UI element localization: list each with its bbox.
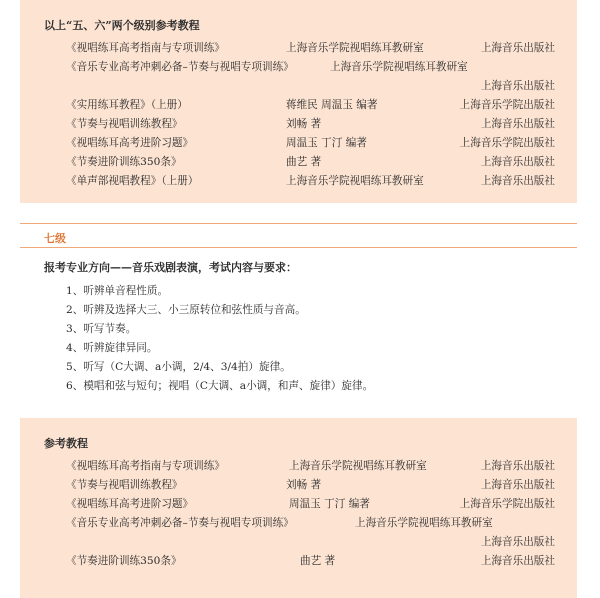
book-title: 《节奏与视唱训练教程》 [66,479,183,491]
book-row [0,40,600,57]
book-title: 《视唱练耳高考进阶习题》 [66,498,194,510]
book-row [0,477,600,494]
requirement-item: 3、听写节奏。 [66,323,137,335]
book-publisher: 上海音乐出版社 [480,555,555,567]
book-row [0,97,600,114]
requirement-item: 2、听辨及选择大三、小三原转位和弦性质与音高。 [66,304,306,316]
book-title: 《视唱练耳高考指南与专项训练》 [66,460,225,472]
book-row-continued [0,534,600,551]
book-title: 《视唱练耳高考进阶习题》 [66,137,194,149]
book-author: 上海音乐学院视唱练耳教研室 [330,61,468,73]
book-author: 周温玉 丁汀 编著 [286,137,367,149]
book-row [0,515,600,532]
book-author: 上海音乐学院视唱练耳教研室 [286,42,424,54]
book-row [0,458,600,475]
divider-top [20,223,577,224]
requirement-item: 6、模唱和弦与短句；视唱（C大调、a小调，和声、旋律）旋律。 [66,380,374,392]
requirement-item: 5、听写（C大调、a小调，2/4、3/4拍）旋律。 [66,361,291,373]
book-row [0,173,600,190]
book-title: 《节奏进阶训练350条》 [66,156,182,168]
book-publisher: 上海音乐出版社 [480,80,555,92]
book-row [0,116,600,133]
level-label: 七级 [44,232,66,245]
book-title: 《实用练耳教程》（上册） [66,99,188,111]
book-author: 曲艺 著 [286,156,322,168]
book-publisher: 上海音乐学院出版社 [459,498,555,510]
book-author: 刘畅 著 [286,479,322,491]
book-title: 《节奏与视唱训练教程》 [66,118,183,130]
book-row [0,496,600,513]
book-row-continued [0,78,600,95]
section-heading-bottom: 参考教程 [44,437,88,450]
book-author: 刘畅 著 [286,118,322,130]
section-heading-top: 以上“五、六”两个级别参考教程 [44,19,200,32]
book-author: 曲艺 著 [300,555,336,567]
book-title: 《音乐专业高考冲刺必备–节奏与视唱专项训练》 [66,61,294,73]
book-publisher: 上海音乐出版社 [480,460,555,472]
book-row [0,553,600,570]
book-title: 《音乐专业高考冲刺必备–节奏与视唱专项训练》 [66,517,294,529]
book-publisher: 上海音乐出版社 [480,479,555,491]
book-publisher: 上海音乐出版社 [480,42,555,54]
book-author: 周温玉 丁汀 编著 [289,498,370,510]
book-publisher: 上海音乐出版社 [480,118,555,130]
book-title: 《单声部视唱教程》（上册） [66,175,199,187]
book-author: 蒋维民 周温玉 编著 [286,99,378,111]
book-publisher: 上海音乐出版社 [480,156,555,168]
book-title: 《节奏进阶训练350条》 [66,555,182,567]
requirement-item: 4、听辨旋律异同。 [66,342,158,354]
book-author: 上海音乐学院视唱练耳教研室 [289,460,427,472]
book-publisher: 上海音乐出版社 [480,175,555,187]
book-author: 上海音乐学院视唱练耳教研室 [286,175,424,187]
book-publisher: 上海音乐出版社 [480,536,555,548]
divider-bottom [20,247,577,248]
book-publisher: 上海音乐学院出版社 [459,99,555,111]
book-row [0,135,600,152]
book-publisher: 上海音乐学院出版社 [459,137,555,149]
requirement-item: 1、听辨单音程性质。 [66,285,169,297]
book-row [0,154,600,171]
book-author: 上海音乐学院视唱练耳教研室 [355,517,493,529]
book-row [0,59,600,76]
book-title: 《视唱练耳高考指南与专项训练》 [66,42,225,54]
exam-direction-heading: 报考专业方向——音乐戏剧表演，考试内容与要求： [44,261,297,274]
